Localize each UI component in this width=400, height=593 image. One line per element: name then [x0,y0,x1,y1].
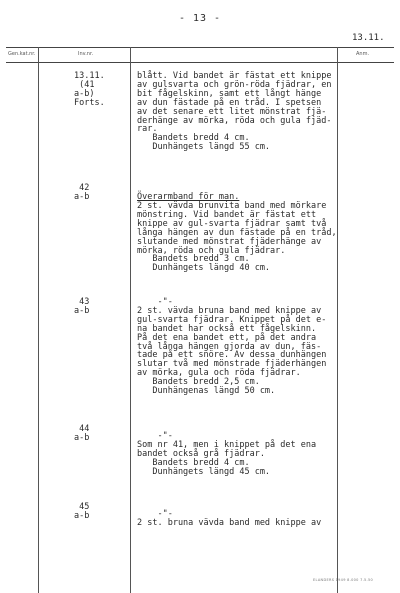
entry-text-42: 2 st. vävda brunvita band med mörkare mönstring. Vid bandet är fästat ett knippe av gul-svarta fjädrar samt två långa hängen av dun fästade på en tråd, slutande med mönstrat fjäderhänge av mörka, röda och gula fjädrar. Bandets bredd 3 cm. Dunhängets längd 40 cm. [137,201,337,274]
entry-text-43: -"- 2 st. vävda bruna band med knippe av gul-svarta fjädrar. Knippet på det e- na bandet har också ett fågelskinn. På det ena bandet ett, på det andra två långa hängen gjorda av dun, fäs- tade på ett snöre. Av dessa dunhängen slutar två med mönstrade fjäderhängen av mörka, gula och röda fjädrar. Bandets bredd 2,5 cm. Dunhängenas längd 50 cm. [137,297,327,397]
inventory-number-45: 45 a-b [74,502,90,521]
column-divider-2 [130,47,131,593]
entry-text-44: -"- Som nr 41, men i knippet på det ena bandet också grå fjädrar. Bandets bredd 4 cm. Dunhängets längd 45 cm. [137,431,317,477]
printer-imprint: ELANDERS 1949 8.000 7.5.50 [313,578,374,582]
column-header-anm: Anm. [356,51,370,57]
header-rule-top [6,47,394,48]
date-reference: 13.11. [352,33,385,43]
inventory-number-41: 13.11. (41 a-b) Forts. [74,71,105,108]
inventory-number-43: 43 a-b [74,297,90,316]
page-number: - 13 - [178,13,222,24]
inventory-number-42: 42 a-b [74,183,90,202]
entry-text-41: blått. Vid bandet är fästat ett knippe av gulsvarta och grön-röda fjädrar, en bit fågelskinn, samt ett långt hänge av dun fästade på en tråd. I spetsen av det senare ett litet mönstrat fjä- derhänge av mörka, röda och gula fjäd- rar. Bandets bredd 4 cm. Dunhängets längd 55 cm. [137,71,332,153]
entry-text-45: -"- 2 st. bruna vävda band med knippe av [137,509,322,528]
column-divider-3 [337,47,338,593]
column-header-inv-nr: Inv.nr. [78,51,94,57]
column-divider-1 [38,47,39,593]
entry-title-42: Överarmband för man. [137,192,240,202]
header-rule-bottom [6,62,394,63]
column-header-gen-kat-nr: Gen.kat.nr. [8,51,36,57]
inventory-number-44: 44 a-b [74,424,90,443]
